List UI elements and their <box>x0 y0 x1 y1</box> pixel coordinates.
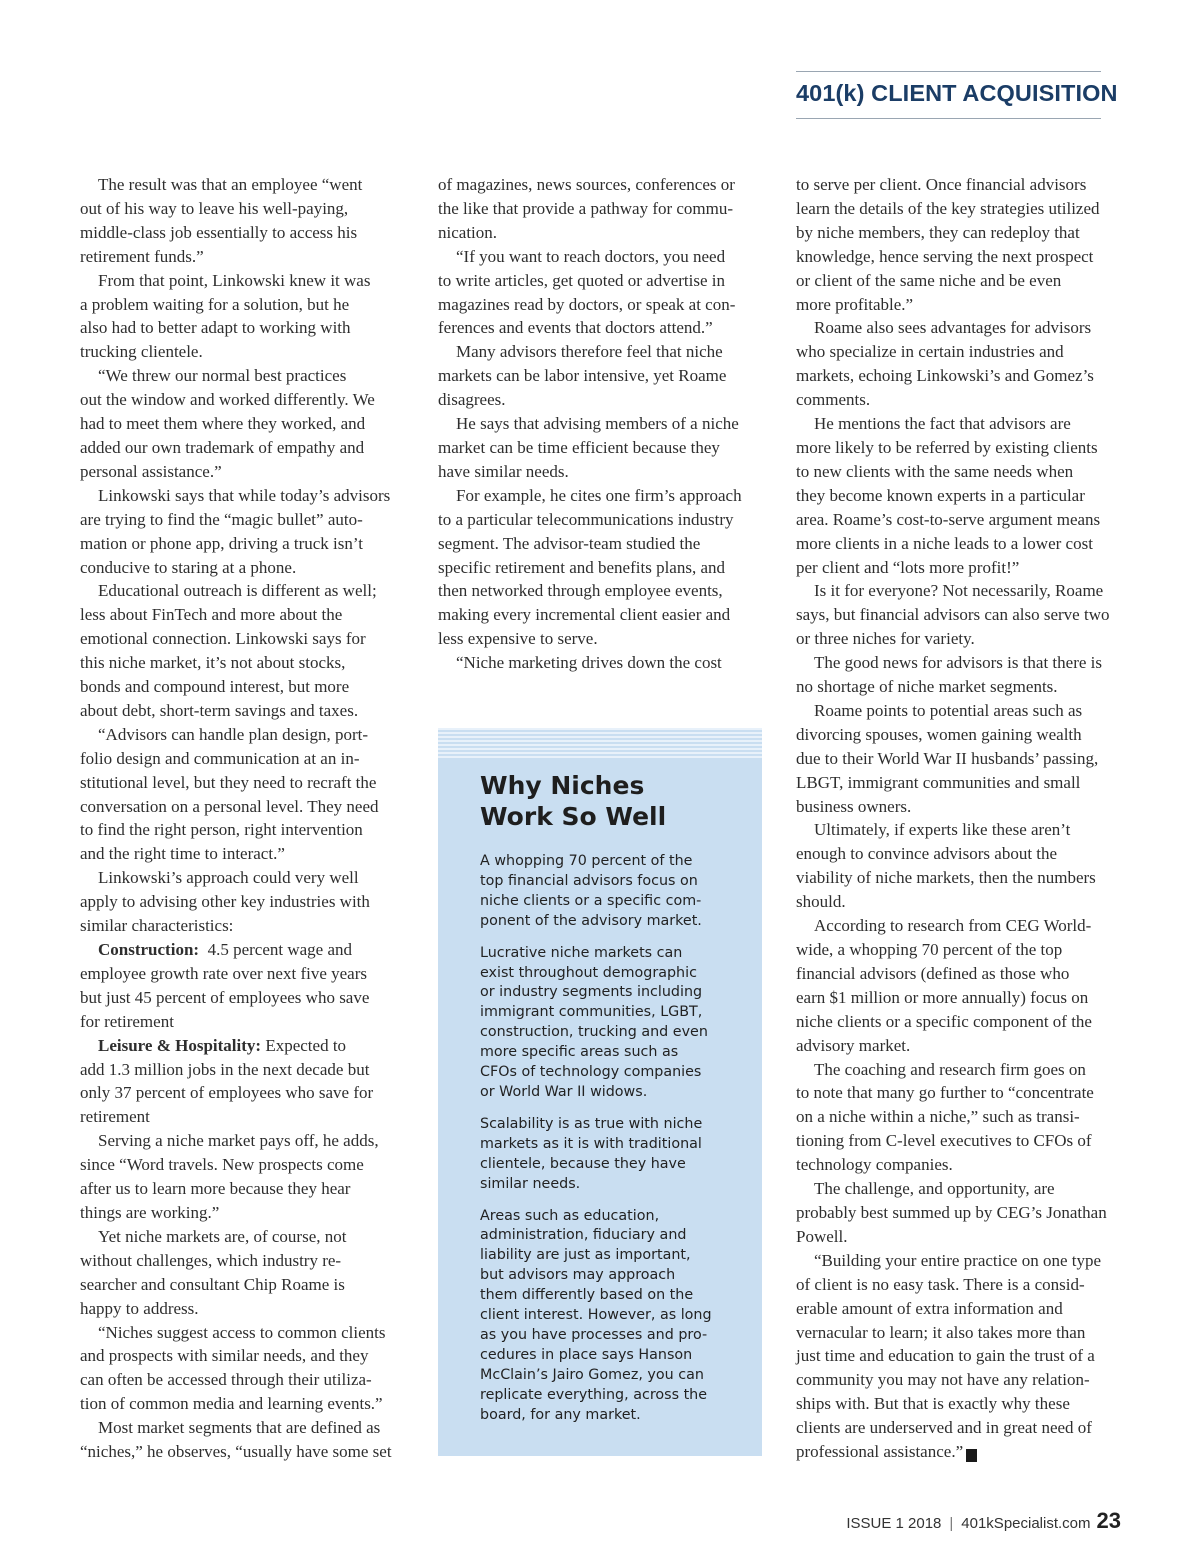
sidebar-stripe-pattern <box>438 728 762 760</box>
footer-separator: | <box>949 1515 954 1532</box>
header-rule-bottom <box>796 118 1101 119</box>
footer-issue: ISSUE 1 2018 <box>846 1515 942 1532</box>
paragraph: Roame also sees advantages for advisors who specialize in certain industries and markets, echoing Linkowski’s and Gomez’s comments. <box>796 318 1094 410</box>
paragraph: Many advisors therefore feel that niche markets can be labor intensive, yet Roame disagrees. <box>438 342 727 410</box>
page-number: 23 <box>1096 1508 1121 1533</box>
column-2 <box>438 173 763 675</box>
sidebar-title: Why Niches Work So Well <box>480 771 667 831</box>
paragraph: The coaching and research firm goes on to note that many go further to “concentrate on a niche within a niche,” such as transi- tioning from C-level executives to CFOs of technology companies. <box>796 1059 1094 1175</box>
construction-label: Construction: <box>98 940 200 959</box>
paragraph: Most market segments that are defined as “niches,” he observes, “usually have some set <box>80 1418 392 1462</box>
end-mark-icon: K <box>966 1449 977 1462</box>
leisure-paragraph <box>80 1034 410 1130</box>
sidebar-paragraph: Lucrative niche markets can exist throughout demographic or industry segments including immigrant communities, LGBT, construction, trucking and even more specific areas such as CFOs of technology companies or World War II widows. <box>480 944 708 1100</box>
paragraph: For example, he cites one firm’s approach to a particular telecommunications industry segment. The advisor-team studied the specific retirement and benefits plans, and then networked through employee events, making every incremental client easier and less expensive to serve. <box>438 485 742 649</box>
final-paragraph <box>796 1249 1121 1464</box>
paragraph: Linkowski says that while today’s advisors are trying to find the “magic bullet” auto- mation or phone app, driving a truck isn’t conducive to staring at a phone. <box>80 485 391 577</box>
sidebar-box <box>438 728 762 1456</box>
header-rule-top <box>796 71 1101 72</box>
leisure-text: Expected to add 1.3 million jobs in the next decade but only 37 percent of employees who save for retirement <box>80 1035 374 1127</box>
construction-paragraph <box>80 938 410 1034</box>
paragraph: The challenge, and opportunity, are probably best summed up by CEG’s Jonathan Powell. <box>796 1179 1107 1246</box>
paragraph: The good news for advisors is that there is no shortage of niche market segments. <box>796 653 1102 697</box>
paragraph: “If you want to reach doctors, you need to write articles, get quoted or advertise in magazines read by doctors, or speak at con- ferences and events that doctors attend.” <box>438 246 736 338</box>
page-footer <box>846 1508 1121 1534</box>
sidebar-paragraph: Scalability is as true with niche markets as it is with traditional clientele, because they have similar needs. <box>480 1115 703 1192</box>
paragraph: “Advisors can handle plan design, port- folio design and communication at an in- stitutional level, but they need to recraft the conversation on a personal level. They need to find the right person, right intervention and the right time to interact.” <box>80 724 379 864</box>
paragraph: Yet niche markets are, of course, not without challenges, which industry re- searcher and consultant Chip Roame is happy to address. <box>80 1226 347 1318</box>
footer-website: 401kSpecialist.com <box>961 1515 1091 1532</box>
paragraph: to serve per client. Once financial advisors learn the details of the key strategies utilized by niche members, they can redeploy that knowledge, hence serving the next prospect or client of the same niche and be even more profitable.” <box>796 175 1100 314</box>
paragraph: Linkowski’s approach could very well apply to advising other key industries with similar characteristics: <box>80 868 370 936</box>
paragraph: The result was that an employee “went out of his way to leave his well-paying, middle-class job essentially to access his retirement funds.” <box>80 175 363 266</box>
section-title: 401(k) CLIENT ACQUISITION <box>796 80 1118 106</box>
sidebar-paragraph: Areas such as education, administration, fiduciary and liability are just as important, but advisors may approach them differently based on the client interest. However, as long as you have processes and pro- cedures in place says Hanson McClain’s Jairo Gomez, you can replicate everything, across the board, for any market. <box>480 1207 712 1423</box>
paragraph: According to research from CEG World- wide, a whopping 70 percent of the top financial advisors (defined as those who earn $1 million or more annually) focus on niche clients or a specific component of the advisory market. <box>796 916 1092 1055</box>
paragraph: “Niche marketing drives down the cost <box>456 653 722 673</box>
paragraph: Ultimately, if experts like these aren’t enough to convince advisors about the viability of niche markets, then the numbers should. <box>796 820 1096 912</box>
paragraph: Educational outreach is different as well; less about FinTech and more about the emotional connection. Linkowski says for this niche market, it’s not about stocks, bonds and compound interest, but more about debt, short-term savings and taxes. <box>80 581 377 720</box>
column-3 <box>796 173 1121 1464</box>
paragraph: Is it for everyone? Not necessarily, Roame says, but financial advisors can also serve two or three niches for variety. <box>796 581 1110 649</box>
paragraph: of magazines, news sources, conferences or the like that provide a pathway for commu- nication. <box>438 175 735 242</box>
paragraph: “Niches suggest access to common clients and prospects with similar needs, and they can often be accessed through their utiliza- tion of common media and learning events.” <box>80 1322 386 1414</box>
leisure-label: Leisure & Hospitality: <box>98 1035 262 1055</box>
sidebar-paragraph: A whopping 70 percent of the top financial advisors focus on niche clients or a specific com- ponent of the advisory market. <box>480 853 702 929</box>
paragraph: Serving a niche market pays off, he adds, since “Word travels. New prospects come after us to learn more because they hear things are working.” <box>80 1131 379 1222</box>
paragraph: He mentions the fact that advisors are more likely to be referred by existing clients to new clients with the same needs when they become known experts in a particular area. Roame’s cost-to-serve argument means more clients in a niche leads to a lower cost per client and “lots more profit!” <box>796 414 1101 577</box>
paragraph: Roame points to potential areas such as divorcing spouses, women gaining wealth due to their World War II husbands’ passing, LBGT, immigrant communities and small business owners. <box>796 700 1099 816</box>
final-paragraph-text: “Building your entire practice on one type of client is no easy task. There is a consid- erable amount of extra information and vernacular to learn; it also takes more than just time and education to gain the trust of a community you may not have any relation- ships with. But that is exactly why these clients are underserved and in great need of professional assistance.” <box>796 1250 1102 1462</box>
paragraph: From that point, Linkowski knew it was a problem waiting for a solution, but he also had to better adapt to working with trucking clientele. <box>80 270 371 362</box>
construction-text: 4.5 percent wage and employee growth rate over next five years but just 45 percent of employees who save for retirement <box>80 940 370 1031</box>
column-1 <box>80 173 410 1464</box>
sidebar-body <box>480 852 750 1437</box>
paragraph: He says that advising members of a niche market can be time efficient because they have similar needs. <box>438 414 739 481</box>
paragraph: “We threw our normal best practices out the window and worked differently. We had to meet them where they worked, and added our own trademark of empathy and personal assistance.” <box>80 366 375 481</box>
